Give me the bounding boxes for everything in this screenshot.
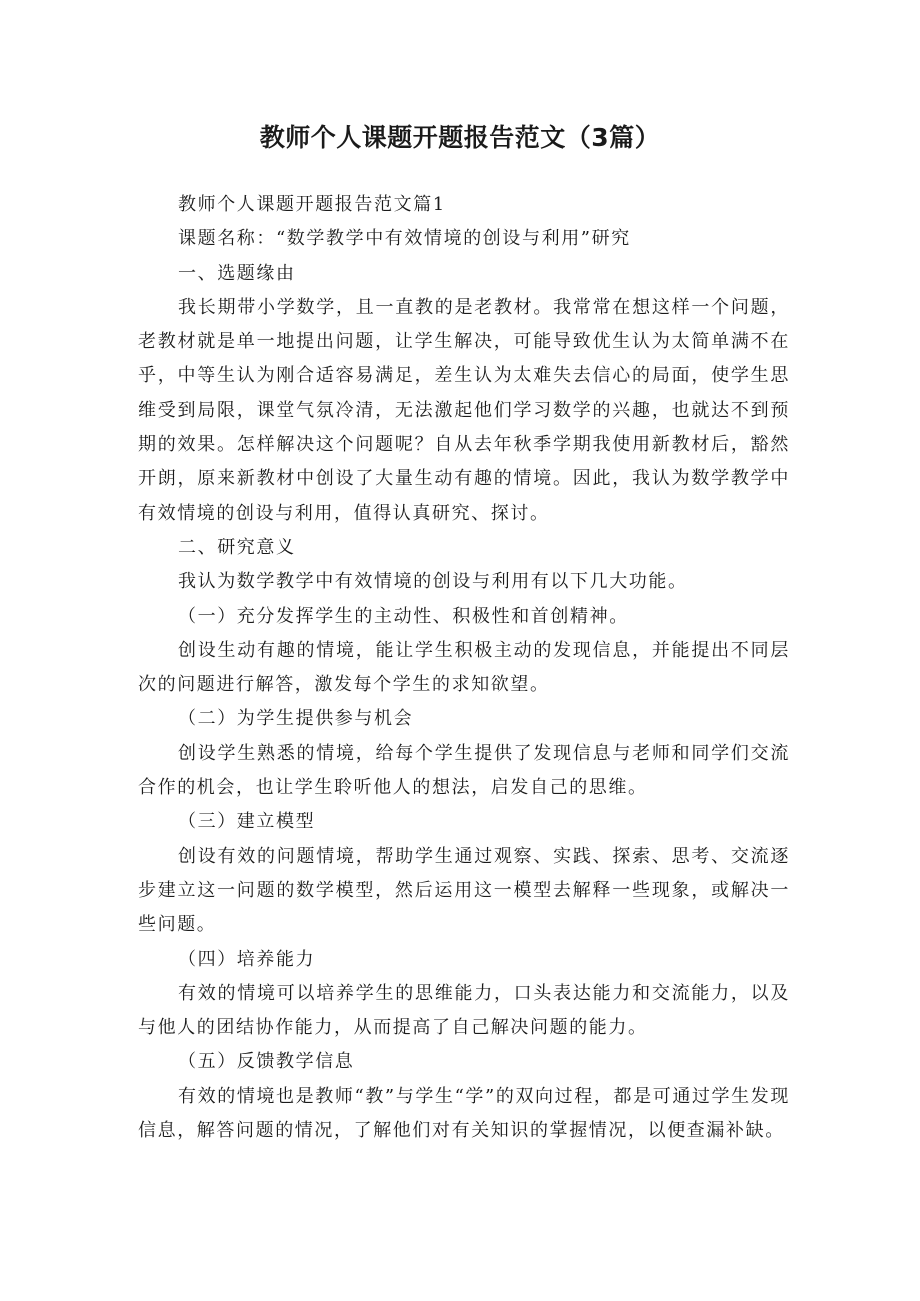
subheading-4: （四）培养能力 xyxy=(178,948,316,970)
document-body xyxy=(138,188,790,1148)
subheading-3: （三）建立模型 xyxy=(178,811,316,833)
paragraph-1: 创设生动有趣的情境，能让学生积极主动的发现信息，并能提出不同层次的问题进行解答，激发每个学生的求知欲望。 xyxy=(138,639,790,696)
paragraph-3: 创设有效的问题情境，帮助学生通过观察、实践、探索、思考、交流逐步建立这一问题的数学模型，然后运用这一模型去解释一些现象，或解决一些问题。 xyxy=(138,845,790,936)
paragraph-2: 创设学生熟悉的情境，给每个学生提供了发现信息与老师和同学们交流合作的机会，也让学生聆听他人的想法，启发自己的思维。 xyxy=(138,742,790,799)
paragraph-reason: 我长期带小学数学，且一直教的是老教材。我常常在想这样一个问题，老教材就是单一地提出问题，让学生解决，可能导致优生认为太简单满不在乎，中等生认为刚合适容易满足，差生认为太难失去信心的局面，使学生思维受到局限，课堂气氛冷清，无法激起他们学习数学的兴趣，也就达不到预期的效果。怎样解决这个问题呢？自从去年秋季学期我使用新教材后，豁然开朗，原来新教材中创设了大量生动有趣的情境。因此，我认为数学教学中有效情境的创设与利用，值得认真研究、探讨。 xyxy=(138,296,790,524)
paragraph-5: 有效的情境也是教师“教”与学生“学”的双向过程，都是可通过学生发现信息，解答问题的情况，了解他们对有关知识的掌握情况，以便查漏补缺。 xyxy=(138,1085,790,1142)
subheading-2: （二）为学生提供参与机会 xyxy=(178,708,414,730)
article-heading: 教师个人课题开题报告范文篇1 xyxy=(178,194,446,215)
paragraph-significance-intro: 我认为数学教学中有效情境的创设与利用有以下几大功能。 xyxy=(178,571,688,593)
paragraph-4: 有效的情境可以培养学生的思维能力，口头表达能力和交流能力，以及与他人的团结协作能力，从而提高了自己解决问题的能力。 xyxy=(138,982,790,1039)
topic-name: 课题名称：“数学教学中有效情境的创设与利用”研究 xyxy=(178,228,631,250)
document-title: 教师个人课题开题报告范文（3篇） xyxy=(259,123,661,152)
section-heading-significance: 二、研究意义 xyxy=(178,536,296,558)
section-heading-reason: 一、选题缘由 xyxy=(178,262,296,284)
subheading-1: （一）充分发挥学生的主动性、积极性和首创精神。 xyxy=(178,605,629,627)
subheading-5: （五）反馈教学信息 xyxy=(178,1051,355,1073)
